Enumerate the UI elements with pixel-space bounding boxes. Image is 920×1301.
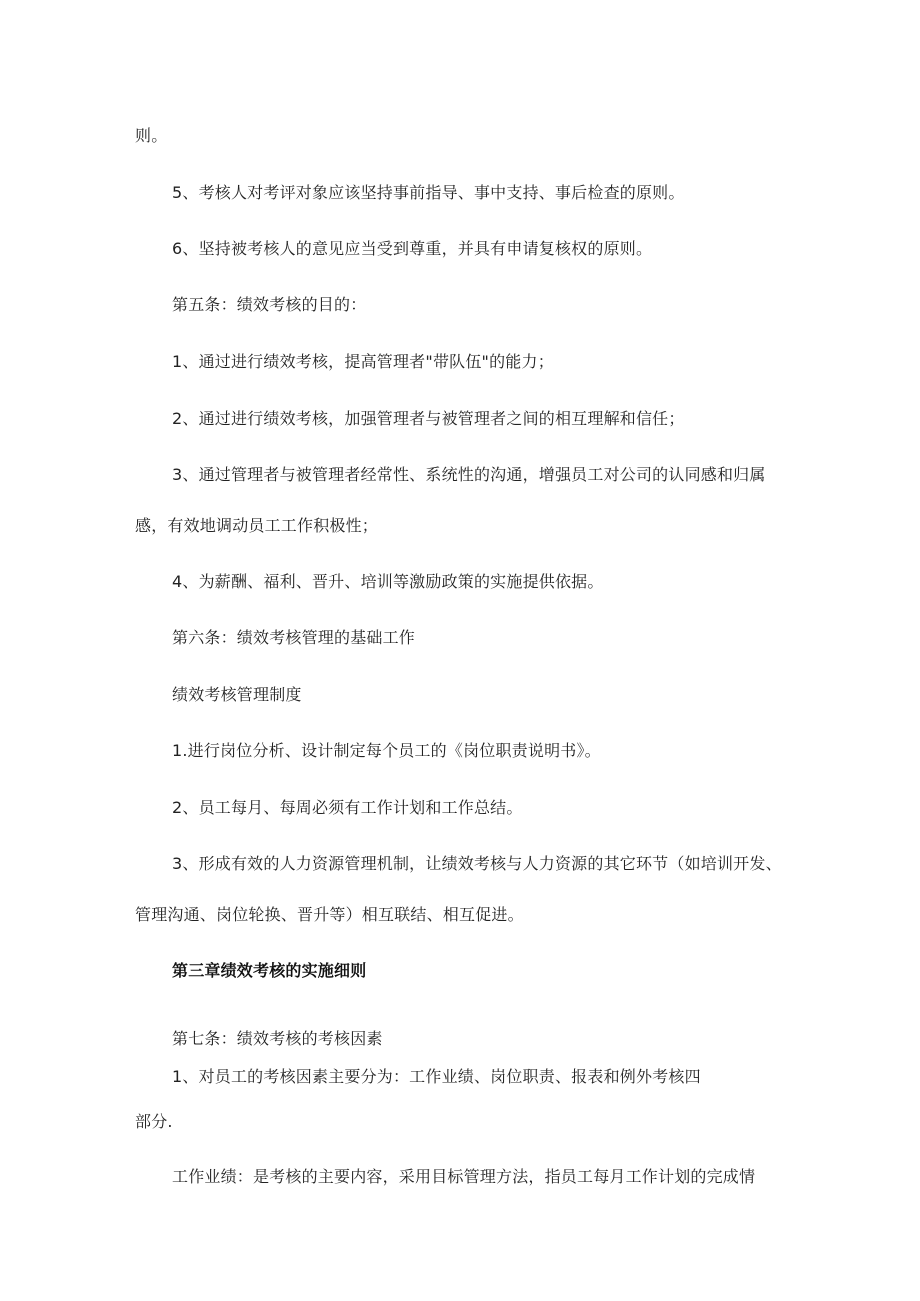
text-line-continuation: 则。	[135, 126, 168, 145]
basic-work-item-2: 2、员工每月、每周必须有工作计划和工作总结。	[172, 798, 523, 817]
principle-item-6: 6、坚持被考核人的意见应当受到尊重，并具有申请复核权的原则。	[172, 239, 653, 258]
article-6-heading: 第六条：绩效考核管理的基础工作	[172, 628, 416, 647]
purpose-item-3: 3、通过管理者与被管理者经常性、系统性的沟通，增强员工对公司的认同感和归属	[172, 465, 766, 484]
principle-item-5: 5、考核人对考评对象应该坚持事前指导、事中支持、事后检查的原则。	[172, 183, 685, 202]
chapter-3-heading: 第三章绩效考核的实施细则	[172, 961, 367, 980]
section-subheading: 绩效考核管理制度	[172, 685, 302, 704]
basic-work-item-3-continuation: 管理沟通、岗位轮换、晋升等）相互联结、相互促进。	[135, 905, 524, 924]
purpose-item-2: 2、通过进行绩效考核，加强管理者与被管理者之间的相互理解和信任；	[172, 409, 685, 428]
purpose-item-4: 4、为薪酬、福利、晋升、培训等激励政策的实施提供依据。	[172, 572, 604, 591]
purpose-item-3-continuation: 感，有效地调动员工工作积极性；	[135, 516, 379, 535]
article-7-heading: 第七条：绩效考核的考核因素	[172, 1029, 383, 1048]
factor-item-1: 1、对员工的考核因素主要分为：工作业绩、岗位职责、报表和例外考核四	[172, 1067, 701, 1086]
basic-work-item-3: 3、形成有效的人力资源管理机制，让绩效考核与人力资源的其它环节（如培训开发、	[172, 854, 782, 873]
purpose-item-1: 1、通过进行绩效考核，提高管理者"带队伍"的能力；	[172, 352, 554, 371]
article-5-heading: 第五条：绩效考核的目的：	[172, 295, 367, 314]
factor-item-1-continuation: 部分.	[135, 1112, 173, 1131]
work-performance-paragraph: 工作业绩：是考核的主要内容，采用目标管理方法，指员工每月工作计划的完成情	[172, 1167, 756, 1186]
basic-work-item-1: 1.进行岗位分析、设计制定每个员工的《岗位职责说明书》。	[172, 741, 601, 760]
